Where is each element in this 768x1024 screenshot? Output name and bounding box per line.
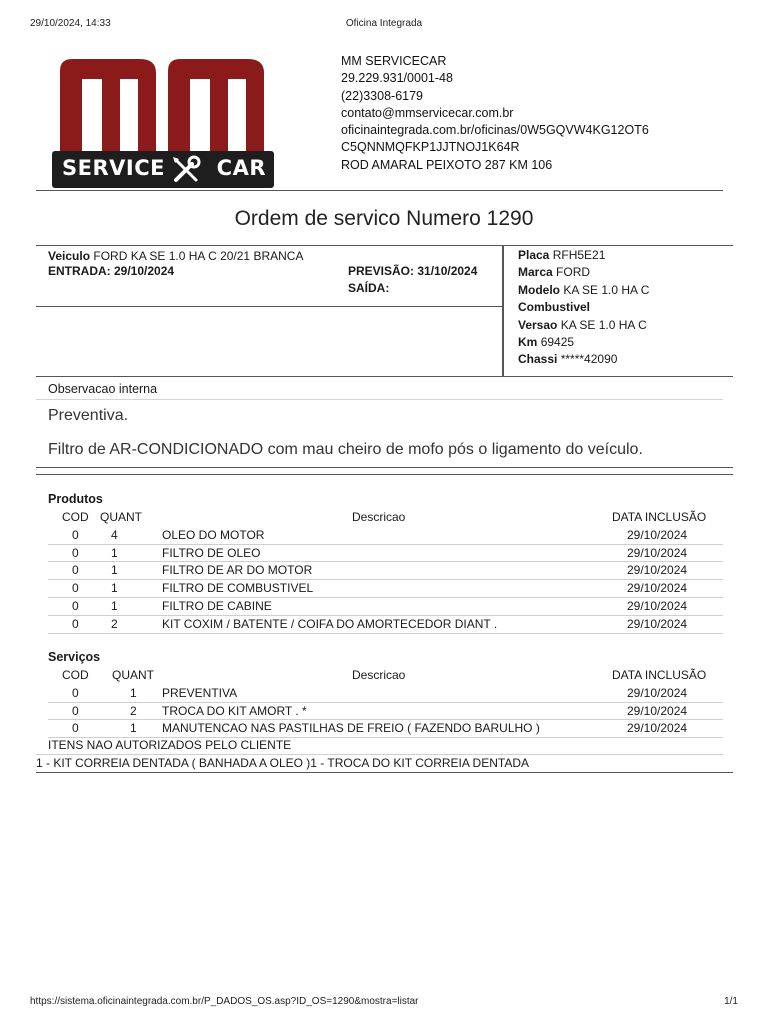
col-descricao-header: Descricao	[352, 510, 406, 524]
chassi-value: *****42090	[560, 352, 618, 367]
saida-date: SAÍDA:	[348, 281, 390, 295]
cell-descricao: FILTRO DE AR DO MOTOR	[162, 563, 313, 578]
col-cod-header: COD	[62, 668, 89, 682]
nao-autorizados-title: ITENS NAO AUTORIZADOS PELO CLIENTE	[48, 738, 292, 752]
cell-data: 29/10/2024	[627, 598, 688, 613]
observacao-label: Observacao interna	[48, 382, 158, 396]
cell-cod: 0	[72, 563, 79, 578]
cell-data: 29/10/2024	[627, 721, 688, 736]
order-title: Ordem de servico Numero 1290	[234, 207, 534, 230]
cell-cod: 0	[72, 616, 79, 631]
cell-cod: 0	[72, 721, 79, 736]
company-cnpj: 29.229.931/0001-48	[341, 71, 453, 86]
cell-quant: 2	[130, 703, 137, 718]
company-name: MM SERVICECAR	[341, 54, 447, 68]
logo-word-car: CAR	[216, 156, 266, 180]
divider	[36, 467, 733, 468]
cell-quant: 1	[111, 598, 118, 613]
combustivel-label: Combustivel	[518, 300, 591, 315]
cell-quant: 2	[111, 616, 118, 631]
company-email[interactable]: contato@mmservicecar.com.br	[341, 105, 514, 120]
observacao-line-2: Filtro de AR-CONDICIONADO com mau cheiro de mofo pós o ligamento do veículo.	[48, 441, 643, 458]
table-row	[48, 720, 723, 738]
servicos-title: Serviços	[48, 650, 101, 664]
col-quant-header: QUANT	[112, 668, 154, 682]
cell-descricao: PREVENTIVA	[162, 685, 238, 700]
chassi-label: Chassi	[518, 352, 558, 367]
table-header	[48, 509, 723, 527]
cell-cod: 0	[72, 527, 79, 542]
cell-cod: 0	[72, 598, 79, 613]
table-row	[48, 685, 723, 703]
company-site[interactable]: oficinaintegrada.com.br/oficinas/0W5GQVW4KG12OT6	[341, 123, 649, 138]
marca-label: Marca	[518, 265, 553, 280]
divider	[36, 754, 723, 755]
divider	[36, 376, 733, 377]
previsao-date: PREVISÃO: 31/10/2024	[348, 264, 478, 278]
divider	[36, 474, 733, 475]
cell-data: 29/10/2024	[627, 616, 688, 631]
cell-quant: 1	[111, 545, 118, 560]
cell-descricao: OLEO DO MOTOR	[162, 527, 265, 542]
versao-label: Versao	[518, 317, 558, 332]
company-info	[341, 53, 649, 174]
company-code: C5QNNMQFKP1JJTNOJ1K64R	[341, 140, 520, 155]
versao-value: KA SE 1.0 HA C	[560, 317, 647, 332]
produtos-table	[48, 509, 723, 634]
km-value: 69425	[540, 335, 575, 350]
km-label: Km	[518, 335, 538, 350]
logo-word-service: SERVICE	[62, 156, 165, 180]
cell-descricao: FILTRO DE CABINE	[162, 598, 272, 613]
company-phone: (22)3308-6179	[341, 88, 424, 103]
cell-quant: 4	[111, 527, 118, 542]
cell-descricao: KIT COXIM / BATENTE / COIFA DO AMORTECEDOR DIANT .	[162, 616, 498, 631]
logo-mm-letters	[52, 53, 274, 153]
vehicle-label: Veiculo	[48, 249, 91, 263]
print-url: https://sistema.oficinaintegrada.com.br/P_DADOS_OS.asp?ID_OS=1290&mostra=listar	[30, 996, 419, 1007]
table-row	[48, 527, 723, 545]
cell-data: 29/10/2024	[627, 685, 688, 700]
divider	[36, 245, 733, 246]
cell-data: 29/10/2024	[627, 581, 688, 596]
cell-data: 29/10/2024	[627, 545, 688, 560]
col-descricao-header: Descricao	[352, 668, 406, 682]
cell-cod: 0	[72, 703, 79, 718]
col-data-header: DATA INCLUSÃO	[612, 510, 707, 524]
entrada-date: ENTRADA: 29/10/2024	[48, 264, 175, 278]
divider	[36, 190, 723, 191]
divider	[36, 306, 503, 307]
observacao-line-1: Preventiva.	[48, 407, 129, 424]
wrench-screwdriver-icon	[170, 154, 202, 186]
col-quant-header: QUANT	[100, 510, 142, 524]
table-row	[48, 598, 723, 616]
table-row	[48, 616, 723, 634]
cell-cod: 0	[72, 685, 79, 700]
col-cod-header: COD	[62, 510, 89, 524]
cell-cod: 0	[72, 581, 79, 596]
cell-quant: 1	[130, 721, 137, 736]
marca-value: FORD	[556, 265, 591, 280]
vehicle-line	[48, 248, 303, 264]
company-logo	[52, 53, 274, 188]
divider	[36, 772, 733, 773]
cell-descricao: MANUTENCAO NAS PASTILHAS DE FREIO ( FAZENDO BARULHO )	[162, 721, 540, 736]
company-address: ROD AMARAL PEIXOTO 287 KM 106	[341, 157, 553, 172]
table-header	[48, 667, 723, 685]
placa-value: RFH5E21	[552, 248, 606, 262]
modelo-label: Modelo	[518, 282, 560, 297]
nao-autorizados-line: 1 - KIT CORREIA DENTADA ( BANHADA A OLEO )1 - TROCA DO KIT CORREIA DENTADA	[36, 756, 530, 770]
cell-data: 29/10/2024	[627, 563, 688, 578]
vehicle-details	[518, 247, 649, 369]
print-page-number: 1/1	[724, 996, 738, 1007]
table-row	[48, 580, 723, 598]
vehicle-value: FORD KA SE 1.0 HA C 20/21 BRANCA	[90, 249, 304, 263]
logo-band	[52, 151, 274, 188]
table-row	[48, 562, 723, 580]
table-row	[48, 703, 723, 721]
cell-descricao: FILTRO DE COMBUSTIVEL	[162, 581, 314, 596]
divider	[36, 399, 723, 400]
vertical-divider	[502, 245, 504, 376]
table-row	[48, 545, 723, 563]
col-data-header: DATA INCLUSÃO	[612, 668, 707, 682]
modelo-value: KA SE 1.0 HA C	[563, 282, 650, 297]
cell-descricao: TROCA DO KIT AMORT . *	[162, 703, 307, 718]
cell-quant: 1	[111, 563, 118, 578]
produtos-title: Produtos	[48, 492, 103, 506]
print-datetime: 29/10/2024, 14:33	[30, 18, 111, 29]
cell-cod: 0	[72, 545, 79, 560]
placa-label: Placa	[518, 248, 550, 262]
print-page-title: Oficina Integrada	[345, 18, 423, 29]
servicos-table	[48, 667, 723, 738]
cell-descricao: FILTRO DE OLEO	[162, 545, 261, 560]
cell-data: 29/10/2024	[627, 527, 688, 542]
cell-data: 29/10/2024	[627, 703, 688, 718]
cell-quant: 1	[130, 685, 137, 700]
cell-quant: 1	[111, 581, 118, 596]
